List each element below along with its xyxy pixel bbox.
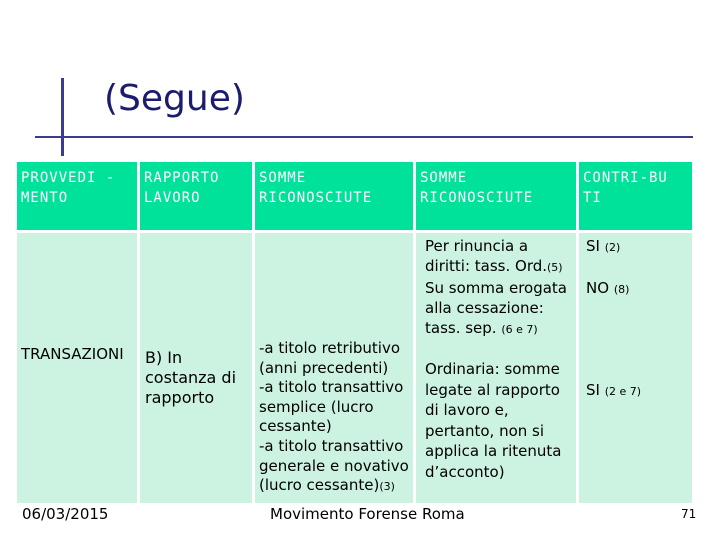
rapporto-line2: costanza di (145, 368, 237, 387)
title-accent-horizontal-line (35, 136, 693, 138)
fiscale-line2 (425, 257, 563, 278)
somme-line5: cessante) (259, 417, 332, 435)
contributi-3 (586, 381, 641, 402)
header-rapporto-line2: LAVORO (144, 190, 201, 206)
footer-page-number: 71 (681, 507, 697, 521)
rapporto-line1: B) In (145, 348, 183, 367)
header-rapporto-lavoro (140, 162, 252, 230)
somme-line3: -a titolo transattivo (259, 378, 404, 396)
header-provvedimento (17, 162, 137, 230)
contributi-1-note: (2) (604, 241, 621, 254)
fiscale-line5-text: tass. sep. (425, 319, 497, 337)
header-somme2-line1: SOMME (420, 170, 468, 186)
header-provvedimento-line2: MENTO (21, 190, 69, 206)
fiscale-line5 (425, 319, 538, 340)
header-contributi-line1: CONTRI-BU (583, 170, 668, 186)
fiscale-line4: alla cessazione: (425, 299, 544, 317)
header-somme1-line2: RICONOSCIUTE (259, 190, 373, 206)
contributi-3-value: SI (586, 381, 600, 399)
slide-title: (Segue) (104, 78, 245, 119)
fiscale-line5-note: (6 e 7) (501, 323, 538, 336)
fiscale-line2-text: diritti: tass. Ord. (425, 257, 548, 275)
fiscale-line6: Ordinaria: somme (425, 360, 560, 378)
rapporto-line3: rapporto (145, 388, 215, 407)
somme-line4: semplice (lucro (259, 398, 374, 416)
somme-line8-note: (3) (379, 480, 395, 493)
header-provvedimento-line1: PROVVEDI - (21, 170, 116, 186)
fiscale-line3: Su somma erogata (425, 279, 568, 297)
contributi-2 (586, 279, 629, 300)
transazioni-label: TRANSAZIONI (21, 345, 124, 363)
contributi-1-value: SI (586, 237, 600, 255)
fiscale-line7: legate al rapporto (425, 381, 560, 399)
title-accent-vertical-line (61, 78, 64, 156)
contributi-2-value: NO (586, 279, 610, 297)
fiscale-line2-note: (5) (547, 261, 563, 274)
fiscale-line11: d’acconto) (425, 463, 505, 481)
contributi-1 (586, 237, 620, 258)
contributi-3-note: (2 e 7) (604, 385, 642, 398)
header-somme1-line1: SOMME (259, 170, 307, 186)
fiscale-line8: di lavoro e, (425, 401, 509, 419)
header-somme-riconosciute-1 (255, 162, 413, 230)
somme-line1: -a titolo retributivo (259, 339, 401, 357)
header-contributi (579, 162, 692, 230)
somme-line7: generale e novativo (259, 457, 409, 475)
cell-provvedimento (17, 233, 137, 503)
header-rapporto-line1: RAPPORTO (144, 170, 220, 186)
header-somme2-line2: RICONOSCIUTE (420, 190, 534, 206)
fiscale-line1: Per rinuncia a (425, 237, 529, 255)
footer-date: 06/03/2015 (22, 505, 109, 523)
somme-line2: (anni precedenti) (259, 359, 389, 377)
somme-line6: -a titolo transattivo (259, 437, 404, 455)
cell-contributi (579, 233, 692, 503)
fiscale-line10: applica la ritenuta (425, 442, 562, 460)
header-contributi-line2: TI (583, 190, 602, 206)
contributi-2-note: (8) (613, 283, 630, 296)
somme-line8 (259, 476, 395, 497)
fiscale-line9: pertanto, non si (425, 422, 545, 440)
footer-organization: Movimento Forense Roma (270, 505, 465, 523)
header-somme-riconosciute-2 (416, 162, 576, 230)
somme-line8-text: (lucro cessante) (259, 476, 380, 494)
